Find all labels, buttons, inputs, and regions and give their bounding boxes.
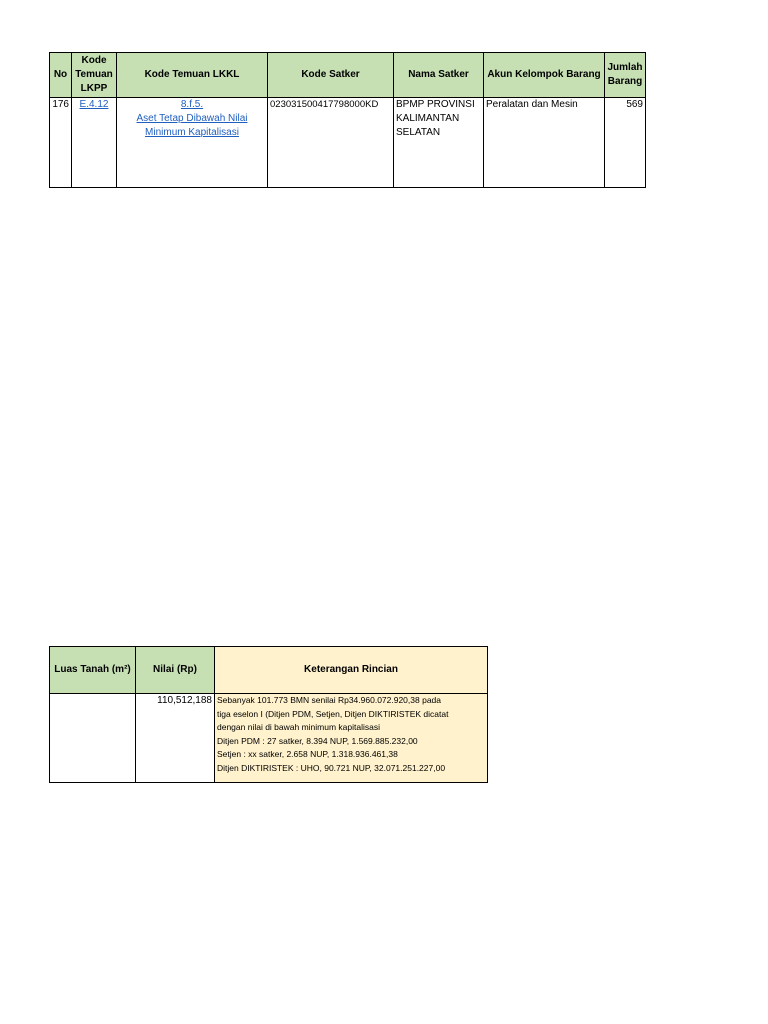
cell-kode-temuan-lkpp bbox=[72, 98, 117, 188]
header-luas-tanah: Luas Tanah (m²) bbox=[50, 647, 136, 694]
kode-temuan-lkkl-code-link[interactable]: 8.f.5. bbox=[180, 99, 204, 110]
keterangan-line: Ditjen DIKTIRISTEK : UHO, 90.721 NUP, 32.071.251.227,00 bbox=[217, 762, 446, 773]
table-row bbox=[50, 98, 646, 188]
keterangan-line: Setjen : xx satker, 2.658 NUP, 1.318.936.461,38 bbox=[217, 749, 398, 759]
kode-temuan-lkkl-desc-link[interactable]: Aset Tetap Dibawah Nilai Minimum Kapitalisasi bbox=[136, 113, 248, 138]
table-header-row bbox=[50, 53, 646, 98]
header-keterangan-rincian: Keterangan Rincian bbox=[215, 647, 488, 694]
cell-keterangan-rincian bbox=[215, 694, 488, 783]
header-jumlah-barang: Jumlah Barang bbox=[605, 53, 646, 98]
cell-nama-satker: BPMP PROVINSI KALIMANTAN SELATAN bbox=[394, 98, 484, 188]
header-kode-temuan-lkkl: Kode Temuan LKKL bbox=[117, 53, 268, 98]
cell-luas-tanah bbox=[50, 694, 136, 783]
cell-kode-temuan-lkkl bbox=[117, 98, 268, 188]
keterangan-line: dengan nilai di bawah minimum kapitalisasi bbox=[217, 722, 381, 732]
table-row bbox=[50, 694, 488, 783]
keterangan-line: Ditjen PDM : 27 satker, 8.394 NUP, 1.569.885.232,00 bbox=[217, 735, 418, 746]
rincian-table bbox=[49, 646, 488, 783]
keterangan-line: Sebanyak 101.773 BMN senilai Rp34.960.072.920,38 pada bbox=[217, 695, 442, 705]
keterangan-line: tiga eselon I (Ditjen PDM, Setjen, Ditjen DIKTIRISTEK dicatat bbox=[217, 708, 449, 719]
cell-kode-satker: 023031500417798000KD bbox=[268, 98, 394, 188]
header-nama-satker: Nama Satker bbox=[394, 53, 484, 98]
header-akun-kelompok-barang: Akun Kelompok Barang bbox=[484, 53, 605, 98]
cell-no: 176 bbox=[50, 98, 72, 188]
cell-nilai: 110,512,188 bbox=[136, 694, 215, 783]
table-header-row bbox=[50, 647, 488, 694]
cell-akun-kelompok-barang: Peralatan dan Mesin bbox=[484, 98, 605, 188]
header-no: No bbox=[50, 53, 72, 98]
cell-jumlah-barang: 569 bbox=[605, 98, 646, 188]
header-kode-temuan-lkpp: Kode Temuan LKPP bbox=[72, 53, 117, 98]
kode-temuan-lkpp-link[interactable]: E.4.12 bbox=[79, 99, 109, 110]
temuan-table bbox=[49, 52, 646, 188]
header-nilai: Nilai (Rp) bbox=[136, 647, 215, 694]
header-kode-satker: Kode Satker bbox=[268, 53, 394, 98]
